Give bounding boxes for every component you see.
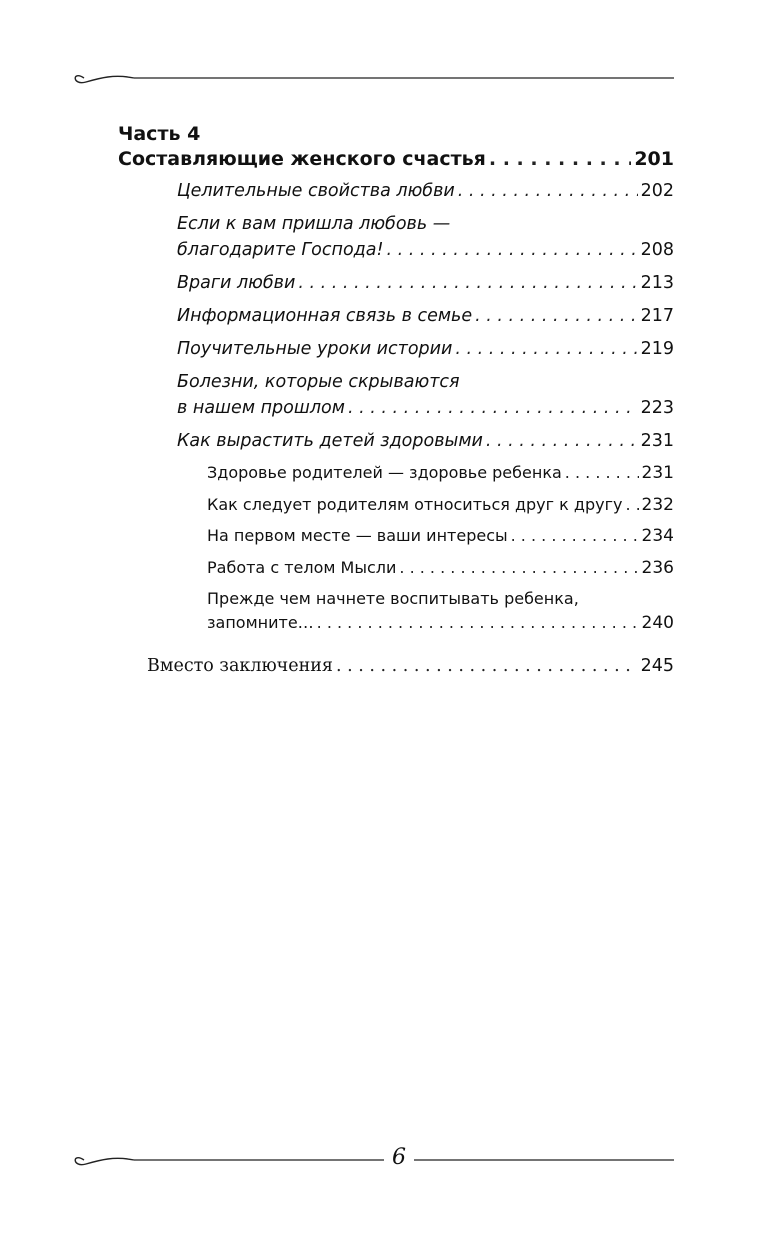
entry-page: 232 bbox=[641, 494, 674, 515]
dot-leader bbox=[565, 461, 639, 485]
entry-title: благодарите Господа! bbox=[177, 240, 384, 260]
toc-entry-section[interactable] bbox=[177, 369, 674, 421]
table-of-contents bbox=[118, 122, 674, 679]
entry-title: в нашем прошлом bbox=[177, 398, 345, 418]
entry-title: Как следует родителям относиться друг к другу bbox=[207, 494, 623, 514]
entry-title: Враги любви bbox=[177, 273, 296, 293]
dot-leader bbox=[348, 395, 638, 421]
dot-leader bbox=[489, 146, 631, 172]
toc-entry-subsection[interactable] bbox=[207, 493, 674, 517]
entry-title-line1: Болезни, которые скрываются bbox=[177, 372, 460, 392]
entry-title: На первом месте — ваши интересы bbox=[207, 526, 508, 545]
entry-title: Целительные свойства любви bbox=[177, 181, 455, 201]
flourish-icon bbox=[75, 76, 134, 83]
toc-entry-subsection[interactable] bbox=[207, 461, 674, 485]
dot-leader bbox=[625, 493, 638, 517]
entry-title: Как вырастить детей здоровыми bbox=[177, 431, 483, 451]
toc-entry-section[interactable] bbox=[177, 178, 674, 204]
toc-entry-subsection[interactable] bbox=[207, 556, 674, 580]
toc-entry-part-title[interactable] bbox=[118, 146, 674, 172]
toc-entry-subsection[interactable] bbox=[207, 524, 674, 548]
entry-page: 219 bbox=[640, 339, 674, 359]
entry-page: 208 bbox=[640, 240, 674, 260]
dot-leader bbox=[317, 611, 639, 635]
entry-title: Поучительные уроки истории bbox=[177, 339, 453, 359]
entry-page: 231 bbox=[640, 431, 674, 451]
entry-title: Здоровье родителей — здоровье ребенка bbox=[207, 463, 562, 482]
entry-page: 231 bbox=[641, 463, 674, 483]
toc-entry-section[interactable] bbox=[177, 303, 674, 329]
dot-leader bbox=[486, 428, 638, 454]
entry-page: 245 bbox=[640, 656, 674, 676]
entry-page: 213 bbox=[640, 273, 674, 293]
toc-entry-closing[interactable] bbox=[147, 653, 674, 679]
page-number: 6 bbox=[384, 1145, 414, 1171]
entry-title: запомните… bbox=[207, 613, 314, 632]
bottom-ornament-rule bbox=[70, 1150, 674, 1170]
entry-title-line1: Прежде чем начнете воспитывать ребенка, bbox=[207, 589, 579, 608]
entry-title: Работа с телом Мысли bbox=[207, 557, 397, 577]
entry-title-line1: Если к вам пришла любовь — bbox=[177, 214, 451, 234]
entry-title: Составляющие женского счастья bbox=[118, 148, 486, 170]
entry-page: 240 bbox=[641, 613, 674, 633]
dot-leader bbox=[336, 653, 638, 679]
dot-leader bbox=[298, 270, 637, 296]
flourish-icon bbox=[75, 1158, 134, 1165]
entry-page: 202 bbox=[640, 181, 674, 201]
toc-entry-section[interactable] bbox=[177, 211, 674, 263]
toc-entry-section[interactable] bbox=[177, 336, 674, 362]
dot-leader bbox=[399, 556, 638, 580]
entry-page: 217 bbox=[640, 306, 674, 326]
dot-leader bbox=[475, 303, 637, 329]
toc-entry-section[interactable] bbox=[177, 428, 674, 454]
entry-page: 201 bbox=[634, 148, 674, 170]
toc-entry-section[interactable] bbox=[177, 270, 674, 296]
dot-leader bbox=[511, 524, 639, 548]
entry-title: Вместо заключения bbox=[147, 656, 333, 676]
dot-leader bbox=[455, 336, 637, 362]
top-ornament-rule bbox=[70, 68, 674, 88]
dot-leader bbox=[458, 178, 638, 204]
entry-page: 223 bbox=[640, 398, 674, 418]
entry-page: 236 bbox=[641, 557, 674, 578]
dot-leader bbox=[387, 237, 638, 263]
entry-page: 234 bbox=[641, 526, 674, 546]
part-label: Часть 4 bbox=[118, 123, 201, 145]
toc-entry-subsection[interactable] bbox=[207, 587, 674, 635]
entry-title: Информационная связь в семье bbox=[177, 306, 473, 326]
